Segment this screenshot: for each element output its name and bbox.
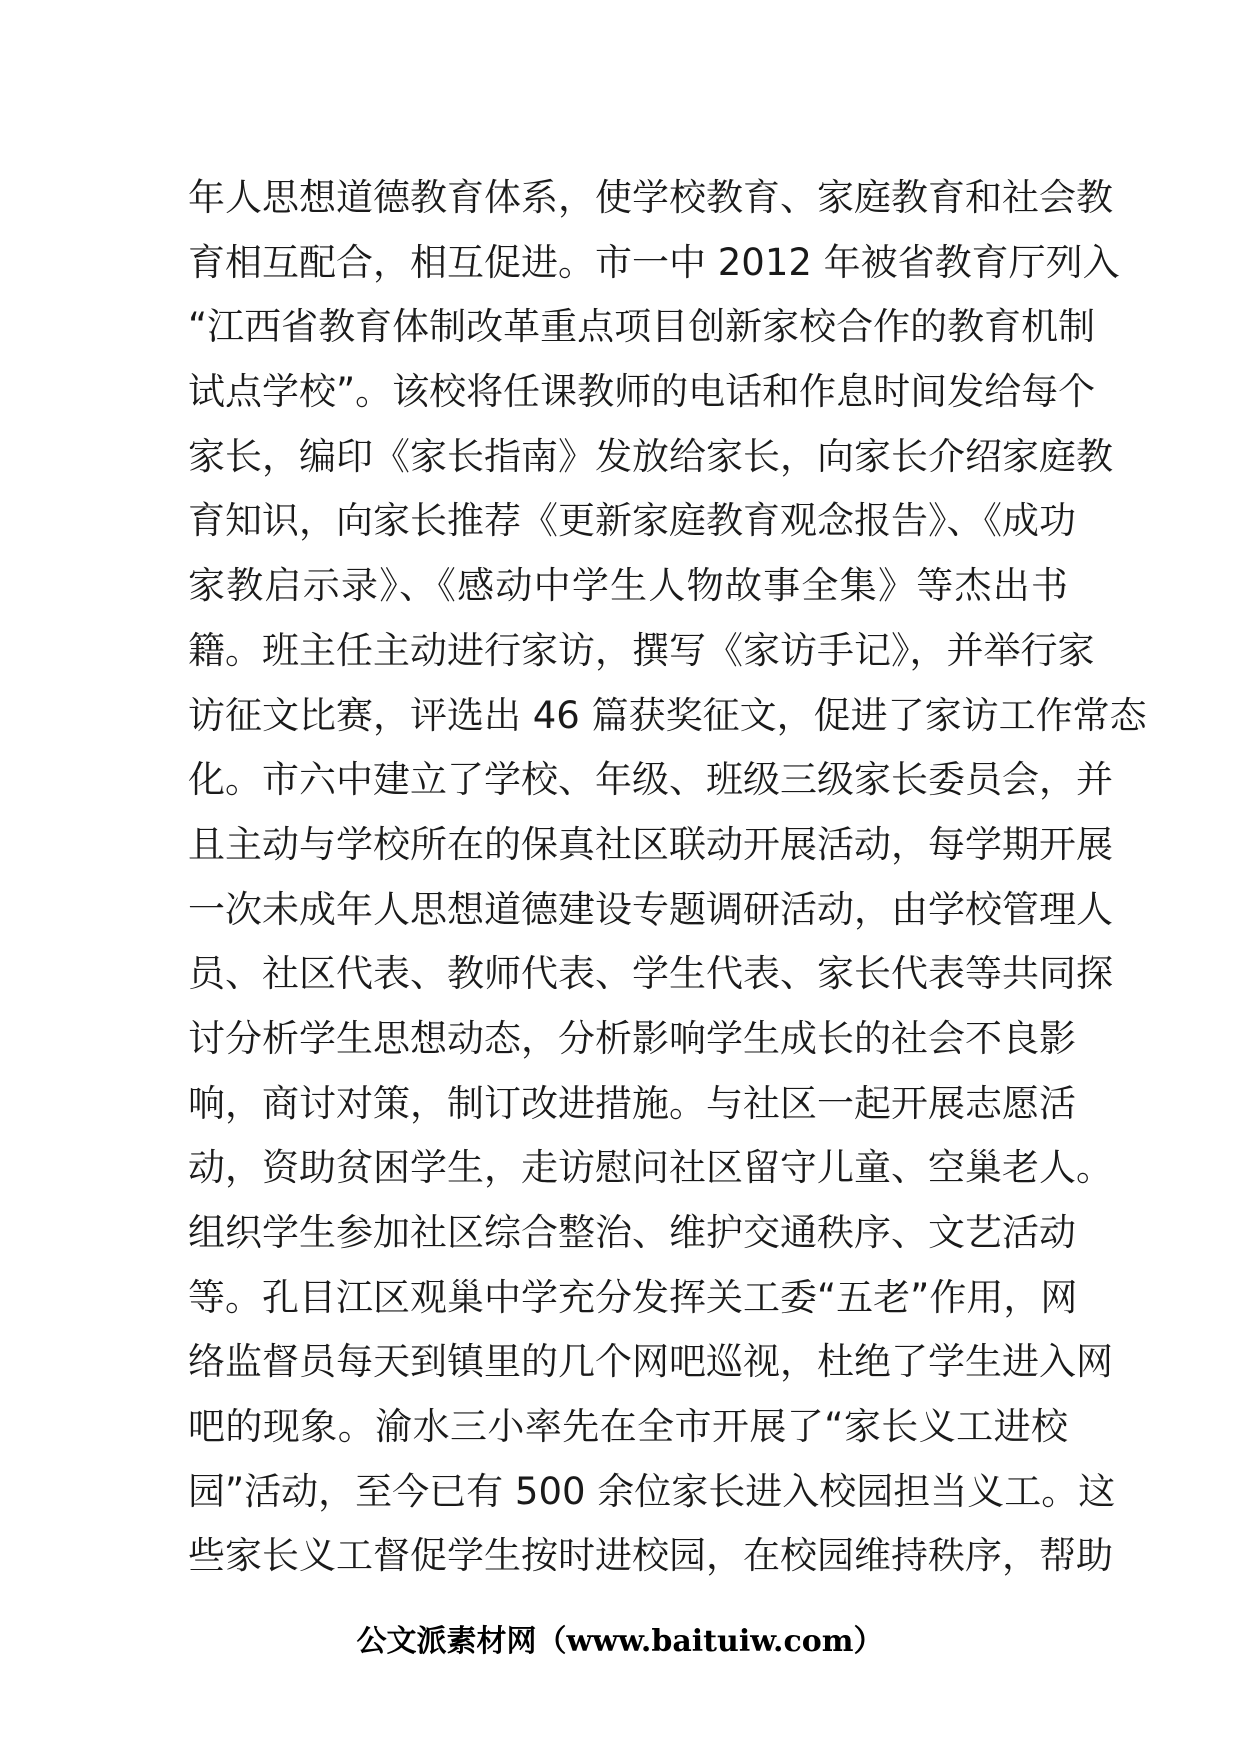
document-body xyxy=(188,166,1147,1589)
text-line: 家教启示录》、《感动中学生人物故事全集》等杰出书 xyxy=(188,564,1068,608)
text-line: “江西省教育体制改革重点项目创新家校合作的教育机制 xyxy=(188,305,1096,349)
text-line: 络监督员每天到镇里的几个网吧巡视，杜绝了学生进入网 xyxy=(188,1340,1113,1384)
text-line: 且主动与学校所在的保真社区联动开展活动，每学期开展 xyxy=(188,822,1113,866)
text-line: 籍。班主任主动进行家访，撰写《家访手记》，并举行家 xyxy=(188,628,1095,672)
text-line: 家长，编印《家长指南》发放给家长，向家长介绍家庭教 xyxy=(188,434,1113,478)
text-line: 育相互配合，相互促进。市一中 2012 年被省教育厅列入 xyxy=(188,240,1120,284)
text-line: 育知识，向家长推荐《更新家庭教育观念报告》、《成功 xyxy=(188,499,1076,543)
text-line: 组织学生参加社区综合整治、维护交通秩序、文艺活动 xyxy=(188,1211,1076,1254)
text-line: 动，资助贫困学生，走访慰问社区留守儿童、空巢老人。 xyxy=(188,1146,1113,1190)
text-line: 吧的现象。渝水三小率先在全市开展了“家长义工进校 xyxy=(188,1405,1068,1449)
text-line: 年人思想道德教育体系，使学校教育、家庭教育和社会教 xyxy=(188,176,1113,219)
text-line: 园”活动，至今已有 500 余位家长进入校园担当义工。这 xyxy=(188,1469,1116,1513)
text-line: 讨分析学生思想动态，分析影响学生成长的社会不良影 xyxy=(188,1016,1076,1060)
text-line: 些家长义工督促学生按时进校园，在校园维持秩序，帮助 xyxy=(188,1534,1113,1578)
text-line: 响，商讨对策，制订改进措施。与社区一起开展志愿活 xyxy=(188,1081,1076,1125)
footer-source-text: 公文派素材网（www.baituiw.com） xyxy=(356,1624,884,1659)
text-line: 等。孔目江区观巢中学充分发挥关工委“五老”作用，网 xyxy=(188,1275,1078,1319)
text-line: 试点学校”。该校将任课教师的电话和作息时间发给每个 xyxy=(188,370,1096,414)
text-line: 访征文比赛，评选出 46 篇获奖征文，促进了家访工作常态 xyxy=(188,693,1147,737)
text-line: 员、社区代表、教师代表、学生代表、家长代表等共同探 xyxy=(188,952,1113,996)
text-line: 一次未成年人思想道德建设专题调研活动，由学校管理人 xyxy=(188,887,1113,931)
text-line: 化。市六中建立了学校、年级、班级三级家长委员会，并 xyxy=(188,758,1113,802)
